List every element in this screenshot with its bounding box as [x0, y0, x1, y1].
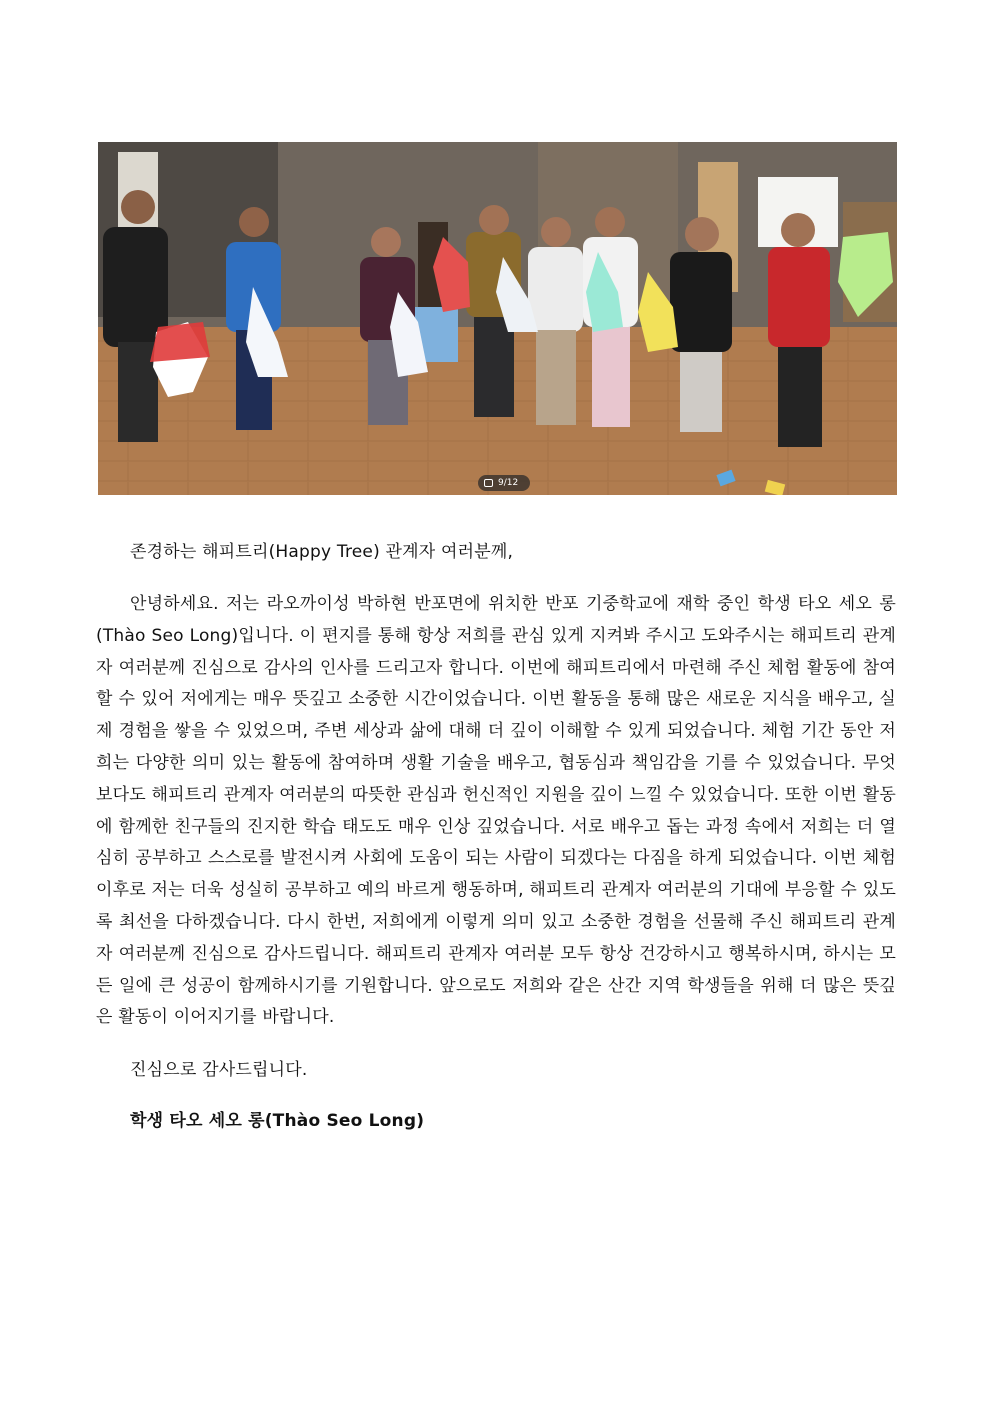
image-counter-badge — [478, 475, 530, 491]
letter-greeting: 존경하는 해피트리(Happy Tree) 관계자 여러분께, — [130, 542, 514, 562]
group-photo-illustration — [98, 142, 897, 495]
image-counter-text: 9/12 — [498, 478, 519, 488]
letter-content — [96, 536, 896, 1138]
gallery-icon — [484, 479, 493, 487]
letter-closing: 진심으로 감사드립니다. — [130, 1060, 308, 1081]
letter-signature: 학생 타오 세오 롱(Thào Seo Long) — [130, 1111, 425, 1132]
group-photo — [98, 142, 897, 495]
letter-body: 안녕하세요. 저는 라오까이성 박하현 반포면에 위치한 반포 기중학교에 재학 중인 학생 타오 세오 롱(Thào Seo Long)입니다. 이 편지를 통해 항상 저희를 관심 있게 지켜봐 주시고 도와주시는 해피트리 관계자 여러분께 진심으로 감사의 인사를 드리고자 합니다. 이번에 해피트리에서 마련해 주신 체험 활동에 참여할 수 있어 저에게는 매우 뜻깊고 소중한 시간이었습니다. 이번 활동을 통해 많은 새로운 지식을 배우고, 실제 경험을 쌓을 수 있었으며, 주변 세상과 삶에 대해 더 깊이 이해할 수 있게 되었습니다. 체험 기간 동안 저희는 다양한 의미 있는 활동에 참여하며 생활 기술을 배우고, 협동심과 책임감을 기를 수 있었습니다. 무엇보다도 해피트리 관계자 여러분의 따뜻한 관심과 헌신적인 지원을 깊이 느낄 수 있었습니다. 또한 이번 활동에 함께한 친구들의 진지한 학습 태도도 매우 인상 깊었습니다. 서로 배우고 돕는 과정 속에서 저희는 더 열심히 공부하고 스스로를 발전시켜 사회에 도움이 되는 사람이 되겠다는 다짐을 하게 되었습니다. 이번 체험 이후로 저는 더욱 성실히 공부하고 예의 바르게 행동하며, 해피트리 관계자 여러분의 기대에 부응할 수 있도록 최선을 다하겠습니다. 다시 한번, 저희에게 이렇게 의미 있고 소중한 경험을 선물해 주신 해피트리 관계자 여러분께 진심으로 감사드립니다. 해피트리 관계자 여러분 모두 항상 건강하시고 행복하시며, 하시는 모든 일에 큰 성공이 함께하시기를 기원합니다. 앞으로도 저희와 같은 산간 지역 학생들을 위해 더 많은 뜻깊은 활동이 이어지기를 바랍니다. — [96, 594, 896, 1028]
